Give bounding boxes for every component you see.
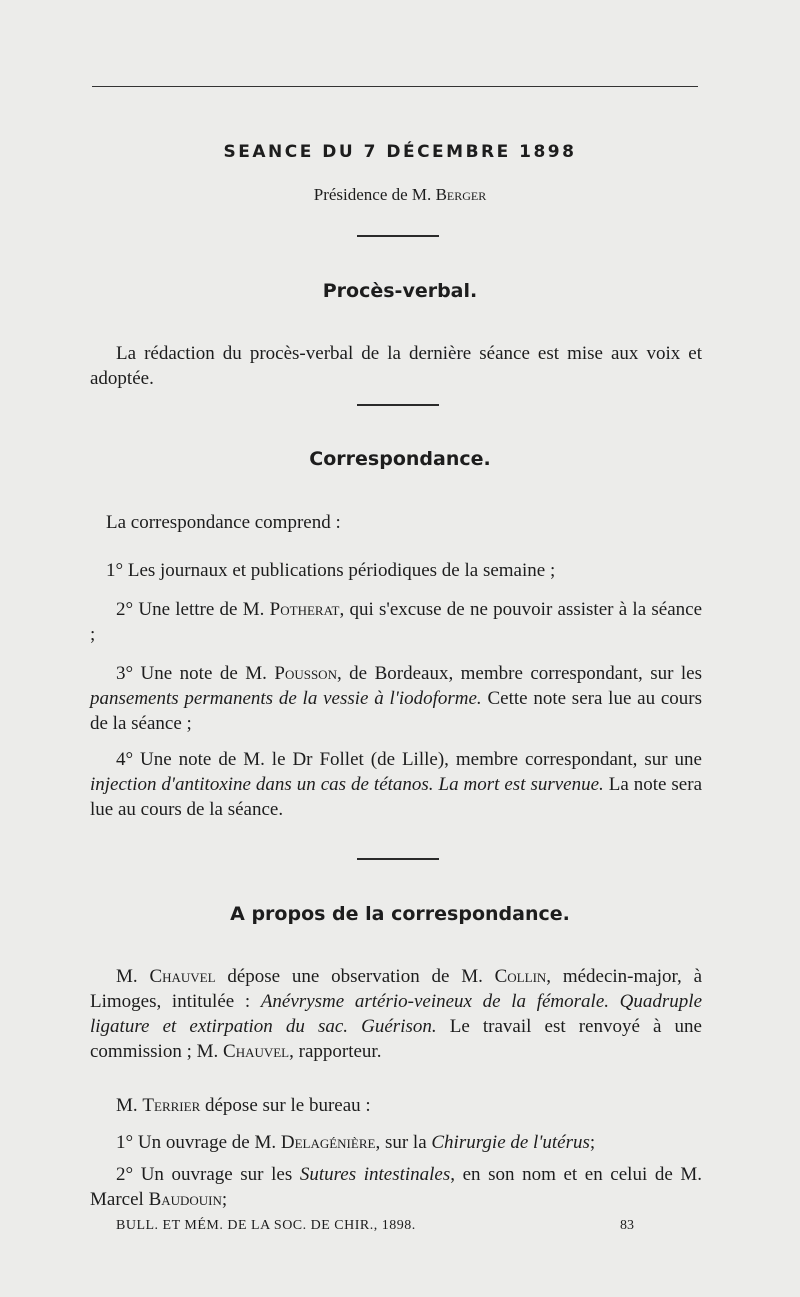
presidence-prefix: Présidence de M. bbox=[313, 185, 432, 204]
section-divider bbox=[357, 858, 439, 860]
section-divider bbox=[357, 235, 439, 237]
name-chauvel: Chauvel bbox=[149, 966, 216, 987]
name-collin: Collin bbox=[494, 966, 547, 987]
item3-italic-title: pansements permanents de la vessie à l'iodoforme. bbox=[90, 688, 482, 709]
correspondance-item-1: 1° Les journaux et publications périodiques de la semaine ; bbox=[106, 560, 556, 581]
item3-text-a: 3° Une note de M. bbox=[116, 663, 267, 684]
correspondance-item-2 bbox=[90, 597, 702, 647]
p4-italic-title: Sutures intestinales bbox=[299, 1164, 451, 1185]
name-baudouin: Baudouin bbox=[148, 1189, 222, 1210]
p1-text-c: , médecin-major, à Limoges, intitulée : bbox=[90, 966, 703, 1012]
seance-title: SEANCE DU 7 DÉCEMBRE 1898 bbox=[223, 142, 577, 162]
item4-text-a: 4° Une note de M. le Dr Follet (de Lille), membre correspondant, sur une bbox=[116, 749, 702, 770]
p4-text-b: , en son nom et en celui de M. Marcel bbox=[90, 1164, 702, 1210]
item3-text-c: Cette note sera lue au cours de la séance ; bbox=[90, 688, 702, 734]
item3-text-b: , de Bordeaux, membre correspondant, sur les bbox=[336, 663, 703, 684]
item4-italic-title: injection d'antitoxine dans un cas de tétanos. La mort est survenue. bbox=[90, 774, 604, 795]
president-name: Berger bbox=[435, 185, 487, 204]
item2-text-b: , qui s'excuse de ne pouvoir assister à la séance ; bbox=[90, 599, 703, 645]
a-propos-paragraph-2 bbox=[90, 1093, 702, 1118]
a-propos-item-2 bbox=[90, 1162, 702, 1212]
p1-text-d: Le travail est renvoyé à une commission ; M. bbox=[90, 1016, 702, 1062]
a-propos-item-1 bbox=[90, 1130, 702, 1155]
section-divider bbox=[357, 404, 439, 406]
p3-text-c: ; bbox=[589, 1132, 596, 1153]
proces-verbal-text: La rédaction du procès-verbal de la dernière séance est mise aux voix et adoptée. bbox=[90, 343, 702, 389]
name-delageniere: Delagénière bbox=[280, 1132, 376, 1153]
p4-text-a: 2° Un ouvrage sur les bbox=[116, 1164, 293, 1185]
p2-text-a: M. bbox=[116, 1095, 138, 1116]
item4-text-b: La note sera lue au cours de la séance. bbox=[90, 774, 702, 820]
a-propos-paragraph-1 bbox=[90, 964, 702, 1064]
p1-italic-title: Anévrysme artério-veineux de la fémorale. Quadruple ligature et extirpation du sac. Guérison. bbox=[90, 991, 703, 1037]
name-chauvel-rapporteur: Chauvel bbox=[223, 1041, 290, 1062]
correspondance-item-3 bbox=[90, 661, 702, 736]
item2-text-a: 2° Une lettre de M. bbox=[116, 599, 265, 620]
page-number: 83 bbox=[620, 1218, 634, 1233]
heading-a-propos: A propos de la correspondance. bbox=[230, 903, 570, 925]
top-rule bbox=[92, 86, 698, 87]
p3-text-b: , sur la bbox=[375, 1132, 427, 1153]
presidence-line bbox=[0, 185, 800, 205]
heading-correspondance: Correspondance. bbox=[309, 448, 491, 470]
name-terrier: Terrier bbox=[142, 1095, 201, 1116]
p1-text-e: , rapporteur. bbox=[289, 1041, 382, 1062]
heading-proces-verbal: Procès-verbal. bbox=[322, 280, 478, 302]
p1-text-b: dépose une observation de M. bbox=[227, 966, 483, 987]
p2-text-b: dépose sur le bureau : bbox=[205, 1095, 371, 1116]
p4-text-c: ; bbox=[221, 1189, 228, 1210]
p3-italic-title: Chirurgie de l'utérus bbox=[431, 1132, 590, 1153]
name-potherat: Potherat bbox=[269, 599, 340, 620]
name-pousson: Pousson bbox=[274, 663, 337, 684]
p3-text-a: 1° Un ouvrage de M. bbox=[116, 1132, 277, 1153]
p1-text-a: M. bbox=[116, 966, 138, 987]
footer-journal: BULL. ET MÉM. DE LA SOC. DE CHIR., 1898. bbox=[116, 1218, 416, 1233]
correspondance-intro: La correspondance comprend : bbox=[106, 512, 341, 533]
correspondance-item-4 bbox=[90, 747, 702, 822]
